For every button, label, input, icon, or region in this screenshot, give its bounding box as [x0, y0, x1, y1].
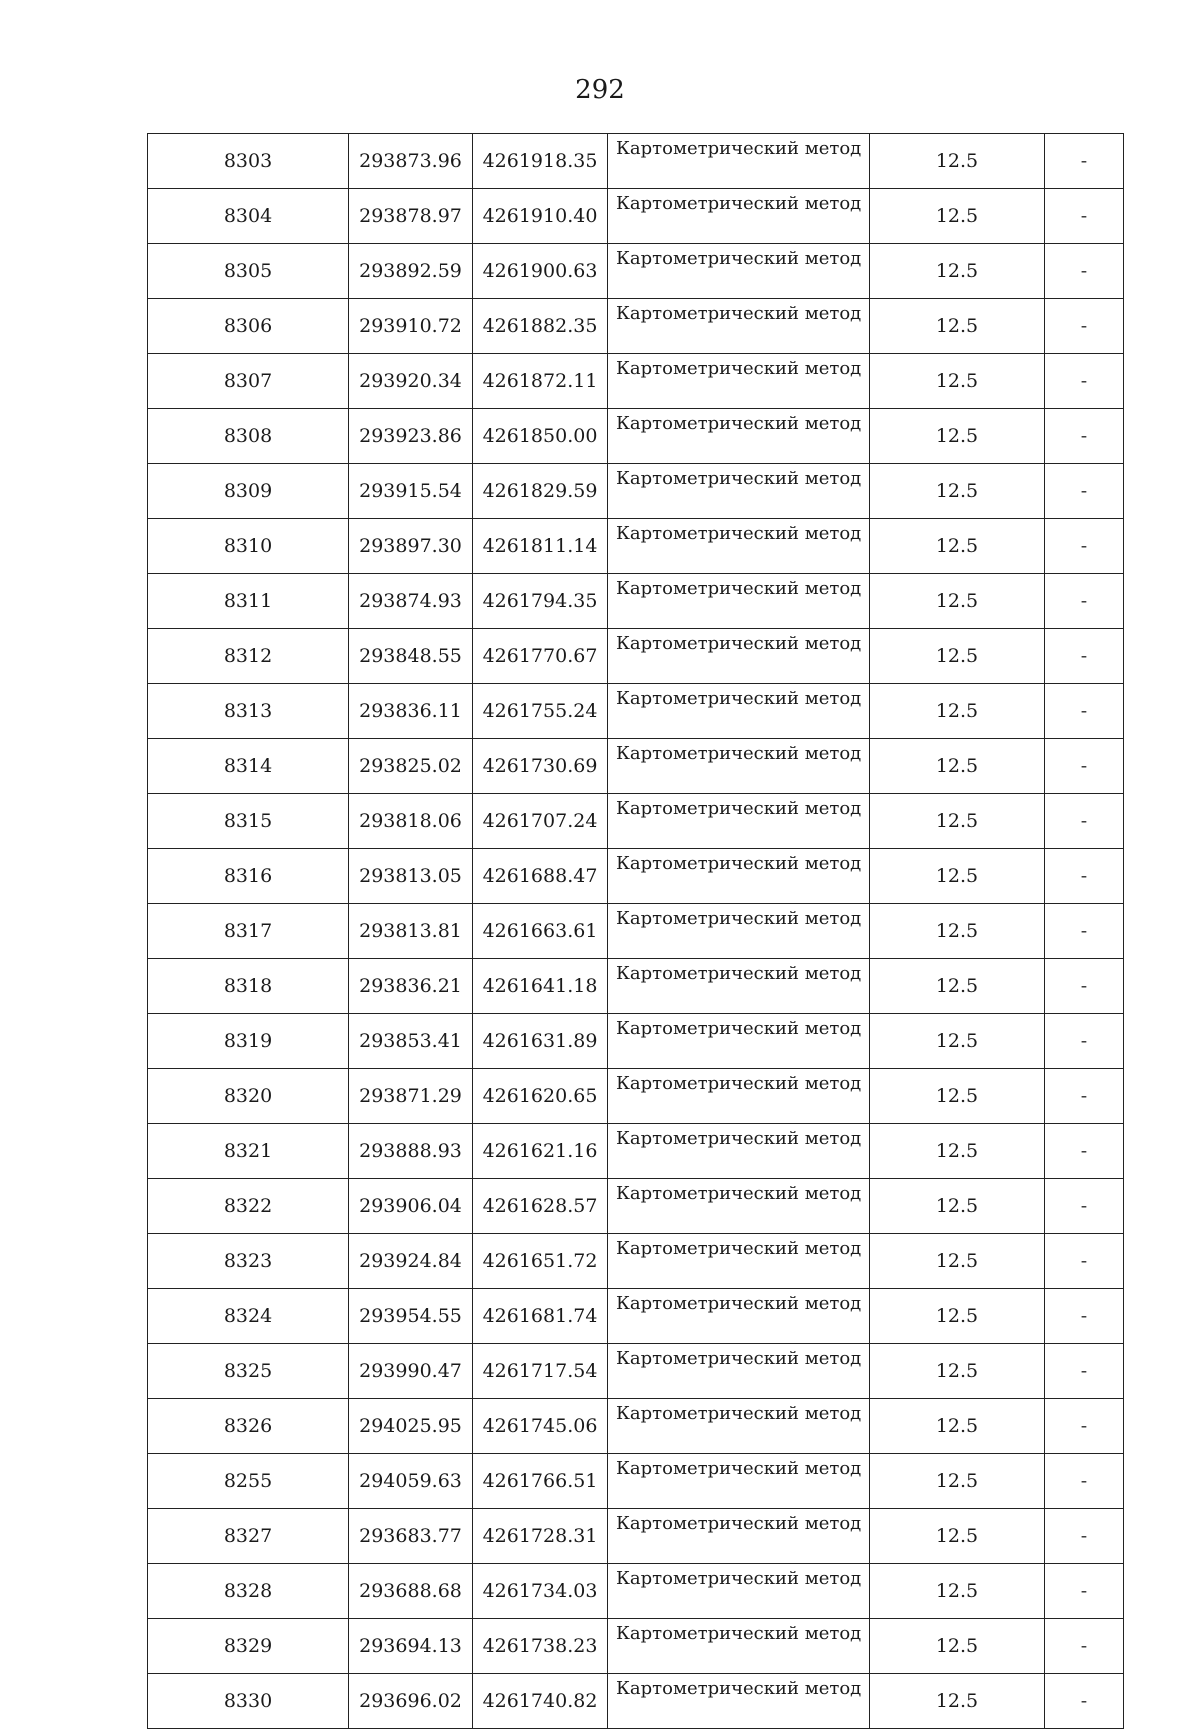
- table-row: [148, 1399, 1124, 1454]
- point-number-cell: 8308: [148, 409, 349, 464]
- method-cell: Картометрический метод: [608, 354, 870, 409]
- table-row: [148, 1234, 1124, 1289]
- y-coordinate-cell: 4261850.00: [473, 409, 608, 464]
- method-cell: Картометрический метод: [608, 299, 870, 354]
- point-number-cell: 8326: [148, 1399, 349, 1454]
- table-row: [148, 794, 1124, 849]
- x-coordinate-cell: 293906.04: [349, 1179, 473, 1234]
- point-number-cell: 8310: [148, 519, 349, 574]
- x-coordinate-cell: 293853.41: [349, 1014, 473, 1069]
- method-cell: Картометрический метод: [608, 134, 870, 189]
- y-coordinate-cell: 4261621.16: [473, 1124, 608, 1179]
- table-row: [148, 1619, 1124, 1674]
- note-cell: -: [1045, 299, 1124, 354]
- y-coordinate-cell: 4261663.61: [473, 904, 608, 959]
- table-row: [148, 1124, 1124, 1179]
- point-number-cell: 8322: [148, 1179, 349, 1234]
- table-row: [148, 684, 1124, 739]
- y-coordinate-cell: 4261770.67: [473, 629, 608, 684]
- accuracy-cell: 12.5: [870, 244, 1045, 299]
- method-cell: Картометрический метод: [608, 904, 870, 959]
- method-cell: Картометрический метод: [608, 1674, 870, 1729]
- accuracy-cell: 12.5: [870, 299, 1045, 354]
- x-coordinate-cell: 293874.93: [349, 574, 473, 629]
- method-cell: Картометрический метод: [608, 1509, 870, 1564]
- x-coordinate-cell: 293873.96: [349, 134, 473, 189]
- accuracy-cell: 12.5: [870, 1399, 1045, 1454]
- y-coordinate-cell: 4261688.47: [473, 849, 608, 904]
- accuracy-cell: 12.5: [870, 519, 1045, 574]
- point-number-cell: 8324: [148, 1289, 349, 1344]
- x-coordinate-cell: 293848.55: [349, 629, 473, 684]
- method-cell: Картометрический метод: [608, 189, 870, 244]
- y-coordinate-cell: 4261628.57: [473, 1179, 608, 1234]
- accuracy-cell: 12.5: [870, 1564, 1045, 1619]
- note-cell: -: [1045, 739, 1124, 794]
- accuracy-cell: 12.5: [870, 134, 1045, 189]
- coordinates-table-body: [148, 134, 1124, 1729]
- accuracy-cell: 12.5: [870, 1344, 1045, 1399]
- x-coordinate-cell: 293954.55: [349, 1289, 473, 1344]
- accuracy-cell: 12.5: [870, 574, 1045, 629]
- note-cell: -: [1045, 1674, 1124, 1729]
- accuracy-cell: 12.5: [870, 959, 1045, 1014]
- note-cell: -: [1045, 1234, 1124, 1289]
- method-cell: Картометрический метод: [608, 684, 870, 739]
- x-coordinate-cell: 293878.97: [349, 189, 473, 244]
- accuracy-cell: 12.5: [870, 684, 1045, 739]
- table-row: [148, 1179, 1124, 1234]
- note-cell: -: [1045, 464, 1124, 519]
- method-cell: Картометрический метод: [608, 959, 870, 1014]
- note-cell: -: [1045, 519, 1124, 574]
- x-coordinate-cell: 293871.29: [349, 1069, 473, 1124]
- x-coordinate-cell: 293696.02: [349, 1674, 473, 1729]
- point-number-cell: 8311: [148, 574, 349, 629]
- x-coordinate-cell: 293813.81: [349, 904, 473, 959]
- table-row: [148, 574, 1124, 629]
- table-row: [148, 244, 1124, 299]
- method-cell: Картометрический метод: [608, 519, 870, 574]
- table-row: [148, 739, 1124, 794]
- table-row: [148, 134, 1124, 189]
- point-number-cell: 8314: [148, 739, 349, 794]
- point-number-cell: 8303: [148, 134, 349, 189]
- point-number-cell: 8329: [148, 1619, 349, 1674]
- x-coordinate-cell: 293924.84: [349, 1234, 473, 1289]
- table-row: [148, 629, 1124, 684]
- table-row: [148, 299, 1124, 354]
- y-coordinate-cell: 4261631.89: [473, 1014, 608, 1069]
- y-coordinate-cell: 4261707.24: [473, 794, 608, 849]
- accuracy-cell: 12.5: [870, 464, 1045, 519]
- y-coordinate-cell: 4261620.65: [473, 1069, 608, 1124]
- point-number-cell: 8317: [148, 904, 349, 959]
- note-cell: -: [1045, 1619, 1124, 1674]
- method-cell: Картометрический метод: [608, 1289, 870, 1344]
- accuracy-cell: 12.5: [870, 1179, 1045, 1234]
- table-row: [148, 1674, 1124, 1729]
- accuracy-cell: 12.5: [870, 354, 1045, 409]
- y-coordinate-cell: 4261882.35: [473, 299, 608, 354]
- y-coordinate-cell: 4261730.69: [473, 739, 608, 794]
- x-coordinate-cell: 293910.72: [349, 299, 473, 354]
- y-coordinate-cell: 4261910.40: [473, 189, 608, 244]
- note-cell: -: [1045, 629, 1124, 684]
- note-cell: -: [1045, 684, 1124, 739]
- point-number-cell: 8312: [148, 629, 349, 684]
- method-cell: Картометрический метод: [608, 794, 870, 849]
- table-row: [148, 409, 1124, 464]
- accuracy-cell: 12.5: [870, 189, 1045, 244]
- y-coordinate-cell: 4261829.59: [473, 464, 608, 519]
- y-coordinate-cell: 4261728.31: [473, 1509, 608, 1564]
- note-cell: -: [1045, 354, 1124, 409]
- x-coordinate-cell: 294059.63: [349, 1454, 473, 1509]
- point-number-cell: 8255: [148, 1454, 349, 1509]
- x-coordinate-cell: 293818.06: [349, 794, 473, 849]
- point-number-cell: 8328: [148, 1564, 349, 1619]
- method-cell: Картометрический метод: [608, 849, 870, 904]
- point-number-cell: 8330: [148, 1674, 349, 1729]
- coordinates-table: [147, 133, 1124, 1729]
- table-row: [148, 849, 1124, 904]
- y-coordinate-cell: 4261918.35: [473, 134, 608, 189]
- accuracy-cell: 12.5: [870, 1289, 1045, 1344]
- note-cell: -: [1045, 1399, 1124, 1454]
- table-row: [148, 354, 1124, 409]
- table-row: [148, 1564, 1124, 1619]
- method-cell: Картометрический метод: [608, 464, 870, 519]
- note-cell: -: [1045, 1289, 1124, 1344]
- table-row: [148, 1344, 1124, 1399]
- point-number-cell: 8315: [148, 794, 349, 849]
- note-cell: -: [1045, 134, 1124, 189]
- note-cell: -: [1045, 1509, 1124, 1564]
- x-coordinate-cell: 293825.02: [349, 739, 473, 794]
- accuracy-cell: 12.5: [870, 1509, 1045, 1564]
- y-coordinate-cell: 4261641.18: [473, 959, 608, 1014]
- x-coordinate-cell: 293990.47: [349, 1344, 473, 1399]
- x-coordinate-cell: 293897.30: [349, 519, 473, 574]
- point-number-cell: 8320: [148, 1069, 349, 1124]
- x-coordinate-cell: 293688.68: [349, 1564, 473, 1619]
- y-coordinate-cell: 4261717.54: [473, 1344, 608, 1399]
- y-coordinate-cell: 4261794.35: [473, 574, 608, 629]
- page-number: 292: [575, 75, 625, 105]
- y-coordinate-cell: 4261900.63: [473, 244, 608, 299]
- method-cell: Картометрический метод: [608, 1014, 870, 1069]
- y-coordinate-cell: 4261872.11: [473, 354, 608, 409]
- point-number-cell: 8305: [148, 244, 349, 299]
- x-coordinate-cell: 293915.54: [349, 464, 473, 519]
- method-cell: Картометрический метод: [608, 574, 870, 629]
- point-number-cell: 8327: [148, 1509, 349, 1564]
- method-cell: Картометрический метод: [608, 1069, 870, 1124]
- accuracy-cell: 12.5: [870, 1674, 1045, 1729]
- accuracy-cell: 12.5: [870, 1014, 1045, 1069]
- method-cell: Картометрический метод: [608, 1179, 870, 1234]
- x-coordinate-cell: 293694.13: [349, 1619, 473, 1674]
- y-coordinate-cell: 4261738.23: [473, 1619, 608, 1674]
- y-coordinate-cell: 4261740.82: [473, 1674, 608, 1729]
- point-number-cell: 8313: [148, 684, 349, 739]
- x-coordinate-cell: 294025.95: [349, 1399, 473, 1454]
- accuracy-cell: 12.5: [870, 794, 1045, 849]
- point-number-cell: 8323: [148, 1234, 349, 1289]
- y-coordinate-cell: 4261745.06: [473, 1399, 608, 1454]
- note-cell: -: [1045, 959, 1124, 1014]
- table-row: [148, 1069, 1124, 1124]
- method-cell: Картометрический метод: [608, 1399, 870, 1454]
- y-coordinate-cell: 4261755.24: [473, 684, 608, 739]
- accuracy-cell: 12.5: [870, 849, 1045, 904]
- x-coordinate-cell: 293892.59: [349, 244, 473, 299]
- table-row: [148, 1014, 1124, 1069]
- point-number-cell: 8307: [148, 354, 349, 409]
- x-coordinate-cell: 293683.77: [349, 1509, 473, 1564]
- table-row: [148, 959, 1124, 1014]
- accuracy-cell: 12.5: [870, 1234, 1045, 1289]
- method-cell: Картометрический метод: [608, 409, 870, 464]
- note-cell: -: [1045, 409, 1124, 464]
- point-number-cell: 8306: [148, 299, 349, 354]
- method-cell: Картометрический метод: [608, 739, 870, 794]
- accuracy-cell: 12.5: [870, 409, 1045, 464]
- table-row: [148, 519, 1124, 574]
- point-number-cell: 8309: [148, 464, 349, 519]
- note-cell: -: [1045, 1069, 1124, 1124]
- table-row: [148, 904, 1124, 959]
- accuracy-cell: 12.5: [870, 629, 1045, 684]
- x-coordinate-cell: 293813.05: [349, 849, 473, 904]
- y-coordinate-cell: 4261651.72: [473, 1234, 608, 1289]
- method-cell: Картометрический метод: [608, 1454, 870, 1509]
- note-cell: -: [1045, 1344, 1124, 1399]
- accuracy-cell: 12.5: [870, 904, 1045, 959]
- table-row: [148, 1289, 1124, 1344]
- x-coordinate-cell: 293836.21: [349, 959, 473, 1014]
- point-number-cell: 8316: [148, 849, 349, 904]
- note-cell: -: [1045, 1124, 1124, 1179]
- note-cell: -: [1045, 904, 1124, 959]
- point-number-cell: 8318: [148, 959, 349, 1014]
- table-row: [148, 1454, 1124, 1509]
- note-cell: -: [1045, 849, 1124, 904]
- point-number-cell: 8325: [148, 1344, 349, 1399]
- x-coordinate-cell: 293836.11: [349, 684, 473, 739]
- point-number-cell: 8321: [148, 1124, 349, 1179]
- x-coordinate-cell: 293920.34: [349, 354, 473, 409]
- note-cell: -: [1045, 1179, 1124, 1234]
- y-coordinate-cell: 4261734.03: [473, 1564, 608, 1619]
- accuracy-cell: 12.5: [870, 739, 1045, 794]
- y-coordinate-cell: 4261766.51: [473, 1454, 608, 1509]
- note-cell: -: [1045, 1564, 1124, 1619]
- note-cell: -: [1045, 244, 1124, 299]
- y-coordinate-cell: 4261811.14: [473, 519, 608, 574]
- accuracy-cell: 12.5: [870, 1619, 1045, 1674]
- accuracy-cell: 12.5: [870, 1069, 1045, 1124]
- note-cell: -: [1045, 574, 1124, 629]
- method-cell: Картометрический метод: [608, 1234, 870, 1289]
- note-cell: -: [1045, 189, 1124, 244]
- accuracy-cell: 12.5: [870, 1124, 1045, 1179]
- note-cell: -: [1045, 794, 1124, 849]
- method-cell: Картометрический метод: [608, 1564, 870, 1619]
- y-coordinate-cell: 4261681.74: [473, 1289, 608, 1344]
- method-cell: Картометрический метод: [608, 629, 870, 684]
- table-row: [148, 464, 1124, 519]
- accuracy-cell: 12.5: [870, 1454, 1045, 1509]
- method-cell: Картометрический метод: [608, 1619, 870, 1674]
- x-coordinate-cell: 293923.86: [349, 409, 473, 464]
- point-number-cell: 8319: [148, 1014, 349, 1069]
- note-cell: -: [1045, 1454, 1124, 1509]
- method-cell: Картометрический метод: [608, 1124, 870, 1179]
- point-number-cell: 8304: [148, 189, 349, 244]
- method-cell: Картометрический метод: [608, 244, 870, 299]
- x-coordinate-cell: 293888.93: [349, 1124, 473, 1179]
- method-cell: Картометрический метод: [608, 1344, 870, 1399]
- table-row: [148, 1509, 1124, 1564]
- table-row: [148, 189, 1124, 244]
- note-cell: -: [1045, 1014, 1124, 1069]
